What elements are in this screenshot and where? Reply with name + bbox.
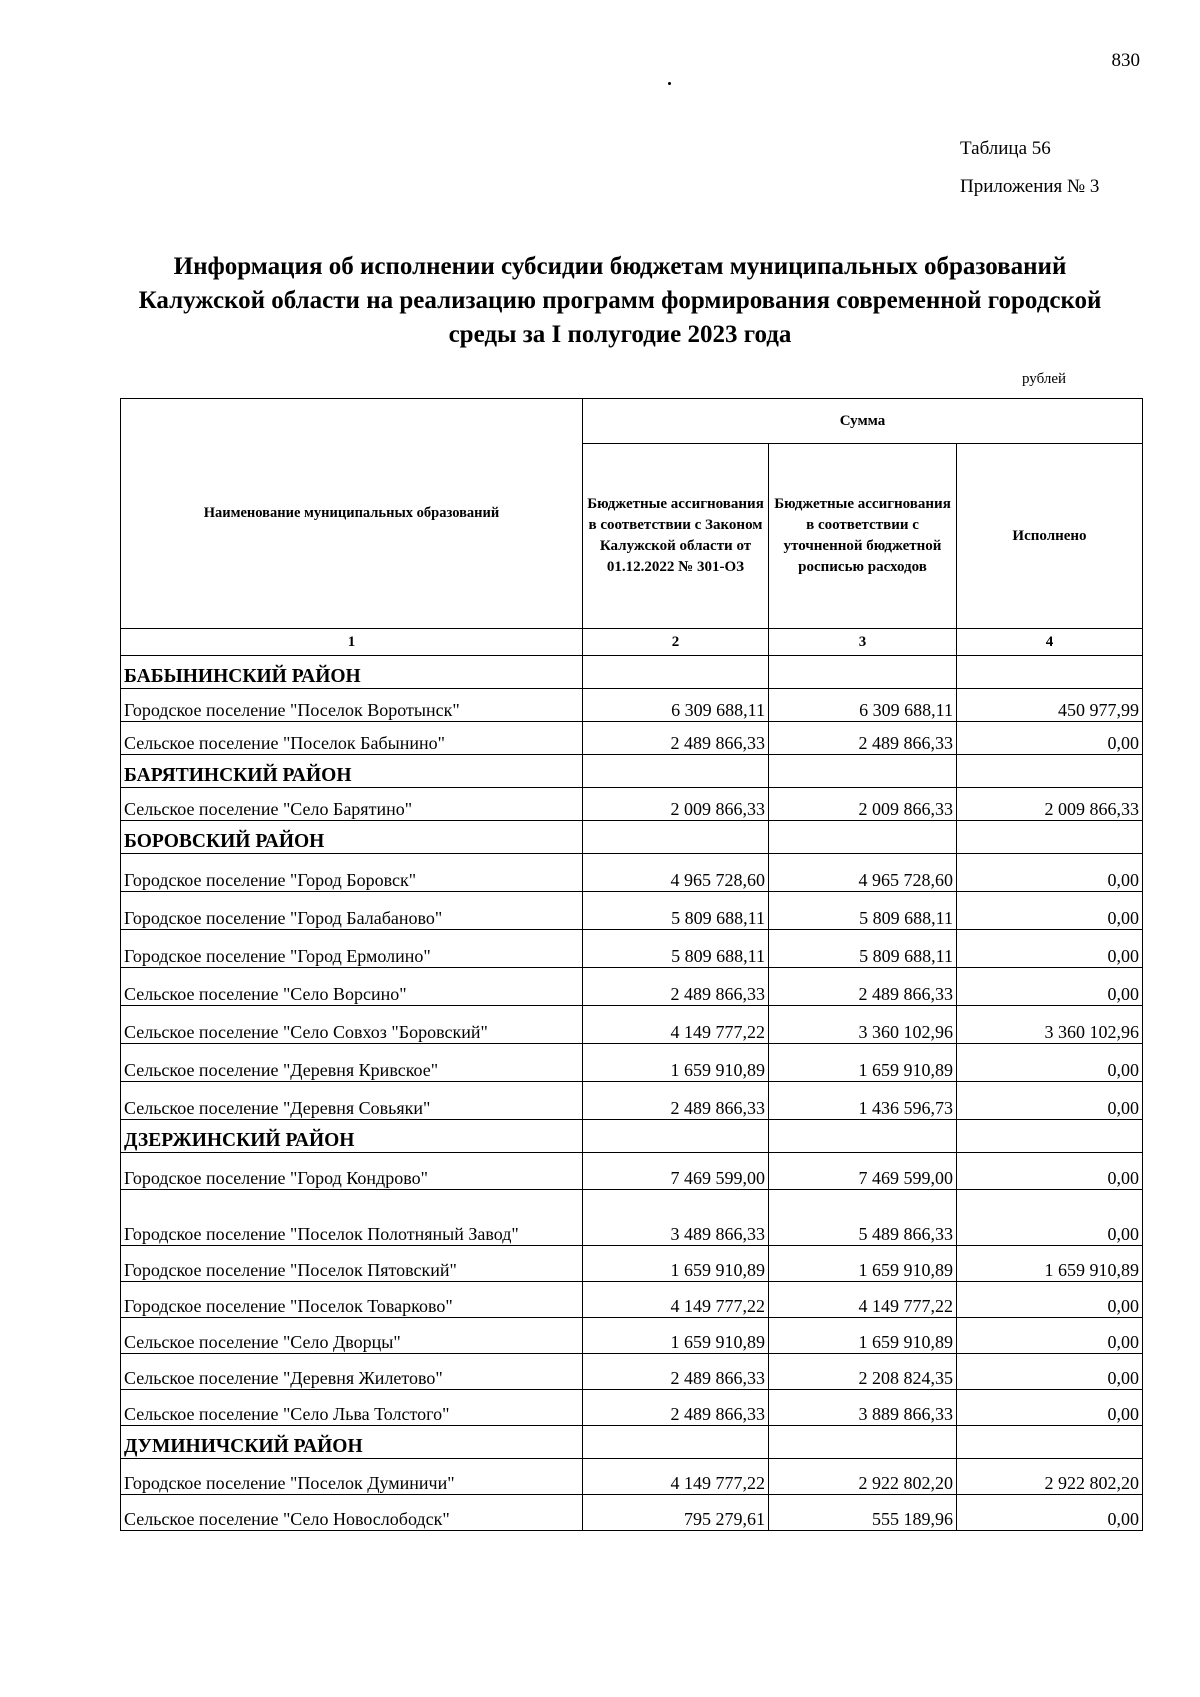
law-allocation: 6 309 688,11 [583,689,769,722]
table-row [121,854,1143,892]
table-row [121,892,1143,930]
revised-allocation: 2 922 802,20 [769,1459,957,1495]
table-row [121,689,1143,722]
district-name: ДУМИНИЧСКИЙ РАЙОН [121,1426,583,1459]
revised-allocation: 4 965 728,60 [769,854,957,892]
municipality-name: Сельское поселение "Село Барятино" [121,788,583,821]
table-row [121,1006,1143,1044]
district-row [121,755,1143,788]
law-allocation: 2 489 866,33 [583,1354,769,1390]
table-row [121,1318,1143,1354]
revised-allocation: 1 659 910,89 [769,1246,957,1282]
revised-allocation: 2 489 866,33 [769,968,957,1006]
municipality-name: Городское поселение "Город Кондрово" [121,1153,583,1190]
table-row [121,1459,1143,1495]
title-line: Информация об исполнении субсидии бюджетам муниципальных образований [173,253,1067,280]
executed-amount: 0,00 [957,1495,1143,1531]
document-title [110,250,1130,352]
table-row [121,1246,1143,1282]
header-col-number: 4 [957,629,1143,656]
revised-allocation: 4 149 777,22 [769,1282,957,1318]
municipality-name: Сельское поселение "Село Льва Толстого" [121,1390,583,1426]
title-line: среды за I полугодие 2023 года [448,321,792,348]
executed-amount: 0,00 [957,1082,1143,1120]
law-allocation: 7 469 599,00 [583,1153,769,1190]
law-allocation: 1 659 910,89 [583,1246,769,1282]
executed-amount: 0,00 [957,930,1143,968]
district-name: ДЗЕРЖИНСКИЙ РАЙОН [121,1120,583,1153]
table-row [121,1282,1143,1318]
revised-allocation: 3 889 866,33 [769,1390,957,1426]
law-allocation: 1 659 910,89 [583,1044,769,1082]
executed-amount: 450 977,99 [957,689,1143,722]
law-allocation: 5 809 688,11 [583,930,769,968]
executed-amount: 0,00 [957,892,1143,930]
executed-amount: 0,00 [957,1153,1143,1190]
executed-amount: 0,00 [957,1390,1143,1426]
header-col-number: 2 [583,629,769,656]
executed-amount: 0,00 [957,1354,1143,1390]
table-row [121,930,1143,968]
table-row [121,1190,1143,1246]
revised-allocation: 7 469 599,00 [769,1153,957,1190]
executed-amount: 0,00 [957,1044,1143,1082]
law-allocation: 4 149 777,22 [583,1282,769,1318]
executed-amount: 3 360 102,96 [957,1006,1143,1044]
table-reference: Таблица 56 [960,138,1051,159]
municipality-name: Сельское поселение "Деревня Кривское" [121,1044,583,1082]
table-row [121,1390,1143,1426]
executed-amount: 1 659 910,89 [957,1246,1143,1282]
header-law-allocation: Бюджетные ассигнования в соответствии с Законом Калужской области от 01.12.2022 № 301-ОЗ [583,444,769,629]
executed-amount: 0,00 [957,854,1143,892]
revised-allocation: 555 189,96 [769,1495,957,1531]
header-sum: Сумма [583,399,1143,444]
table-row [121,1153,1143,1190]
law-allocation: 4 149 777,22 [583,1006,769,1044]
subsidy-table [120,398,1143,1531]
table-row [121,1044,1143,1082]
law-allocation: 2 489 866,33 [583,968,769,1006]
municipality-name: Городское поселение "Поселок Полотняный Завод" [121,1190,583,1246]
executed-amount: 2 922 802,20 [957,1459,1143,1495]
municipality-name: Городское поселение "Город Ермолино" [121,930,583,968]
district-row [121,821,1143,854]
law-allocation: 4 965 728,60 [583,854,769,892]
table-row [121,788,1143,821]
district-name: БАРЯТИНСКИЙ РАЙОН [121,755,583,788]
revised-allocation: 3 360 102,96 [769,1006,957,1044]
law-allocation: 795 279,61 [583,1495,769,1531]
revised-allocation: 1 436 596,73 [769,1082,957,1120]
law-allocation: 2 489 866,33 [583,1390,769,1426]
executed-amount: 0,00 [957,1190,1143,1246]
district-name: БАБЫНИНСКИЙ РАЙОН [121,656,583,689]
revised-allocation: 5 809 688,11 [769,930,957,968]
municipality-name: Городское поселение "Город Боровск" [121,854,583,892]
law-allocation: 2 489 866,33 [583,722,769,755]
revised-allocation: 2 489 866,33 [769,722,957,755]
municipality-name: Сельское поселение "Село Новослободск" [121,1495,583,1531]
district-name: БОРОВСКИЙ РАЙОН [121,821,583,854]
municipality-name: Сельское поселение "Деревня Жилетово" [121,1354,583,1390]
executed-amount: 0,00 [957,1282,1143,1318]
district-row [121,1426,1143,1459]
table-row [121,722,1143,755]
stray-dot [668,82,671,85]
header-col-number: 1 [121,629,583,656]
appendix-reference: Приложения № 3 [960,176,1100,197]
municipality-name: Городское поселение "Город Балабаново" [121,892,583,930]
municipality-name: Сельское поселение "Село Ворсино" [121,968,583,1006]
executed-amount: 0,00 [957,1318,1143,1354]
municipality-name: Сельское поселение "Поселок Бабынино" [121,722,583,755]
municipality-name: Городское поселение "Поселок Думиничи" [121,1459,583,1495]
municipality-name: Городское поселение "Поселок Товарково" [121,1282,583,1318]
table-row [121,1082,1143,1120]
municipality-name: Городское поселение "Поселок Воротынск" [121,689,583,722]
header-name: Наименование муниципальных образований [121,399,583,629]
executed-amount: 2 009 866,33 [957,788,1143,821]
header-executed: Исполнено [957,444,1143,629]
law-allocation: 1 659 910,89 [583,1318,769,1354]
law-allocation: 5 809 688,11 [583,892,769,930]
revised-allocation: 2 009 866,33 [769,788,957,821]
law-allocation: 4 149 777,22 [583,1459,769,1495]
municipality-name: Городское поселение "Поселок Пятовский" [121,1246,583,1282]
revised-allocation: 1 659 910,89 [769,1044,957,1082]
executed-amount: 0,00 [957,722,1143,755]
title-line: Калужской области на реализацию программ формирования современной городской [138,287,1102,314]
law-allocation: 2 489 866,33 [583,1082,769,1120]
page-number: 830 [1111,50,1140,71]
municipality-name: Сельское поселение "Деревня Совьяки" [121,1082,583,1120]
revised-allocation: 5 809 688,11 [769,892,957,930]
header-col-number: 3 [769,629,957,656]
units-label: рублей [1022,371,1067,387]
district-row [121,1120,1143,1153]
table-row [121,968,1143,1006]
law-allocation: 2 009 866,33 [583,788,769,821]
executed-amount: 0,00 [957,968,1143,1006]
table-row [121,1495,1143,1531]
revised-allocation: 5 489 866,33 [769,1190,957,1246]
revised-allocation: 1 659 910,89 [769,1318,957,1354]
municipality-name: Сельское поселение "Село Дворцы" [121,1318,583,1354]
revised-allocation: 2 208 824,35 [769,1354,957,1390]
revised-allocation: 6 309 688,11 [769,689,957,722]
district-row [121,656,1143,689]
table-row [121,1354,1143,1390]
law-allocation: 3 489 866,33 [583,1190,769,1246]
municipality-name: Сельское поселение "Село Совхоз "Боровский" [121,1006,583,1044]
header-revised-allocation: Бюджетные ассигнования в соответствии с уточненной бюджетной росписью расходов [769,444,957,629]
